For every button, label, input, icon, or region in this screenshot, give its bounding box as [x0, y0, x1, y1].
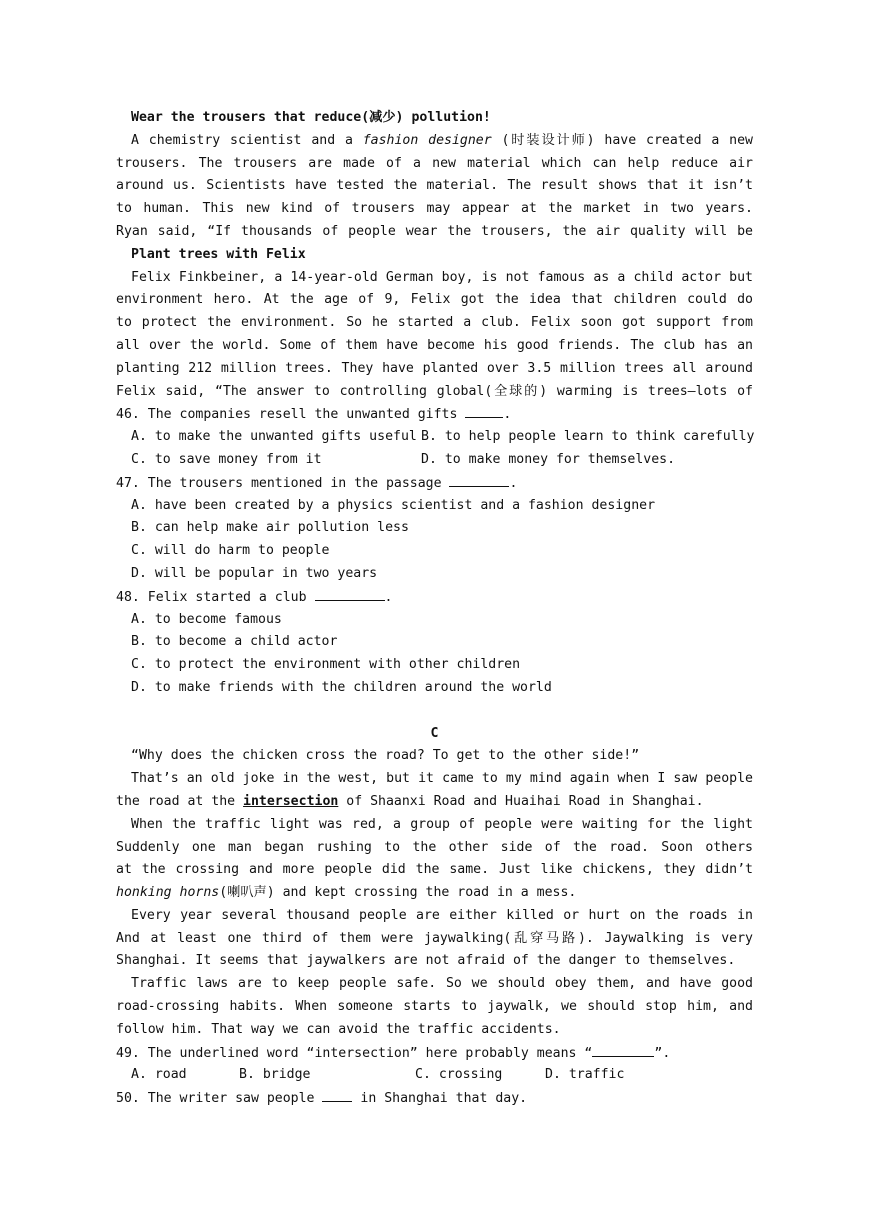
- paragraph-line: Felix Finkbeiner, a 14-year-old German boy, is not famous as a child actor but: [131, 269, 753, 285]
- answer-blank[interactable]: [592, 1042, 654, 1057]
- answer-blank[interactable]: [465, 403, 503, 418]
- option-d[interactable]: D. to make friends with the children around the world: [131, 679, 552, 695]
- paragraph-line: And at least one third of them were jaywalking(乱穿马路). Jaywalking is very: [116, 930, 753, 946]
- paragraph-line: A chemistry scientist and a fashion designer (时装设计师) have created a new: [131, 132, 753, 148]
- paragraph-line: honking horns(喇叭声) and kept crossing the road in a mess.: [116, 885, 577, 901]
- paragraph-line: trousers. The trousers are made of a new material which can help reduce air: [116, 155, 753, 171]
- paragraph-line: road-crossing habits. When someone starts to jaywalk, we should stop him, and: [116, 999, 753, 1015]
- option-d[interactable]: D. traffic: [545, 1067, 625, 1083]
- paragraph-line: “Why does the chicken cross the road? To get to the other side!”: [131, 748, 640, 764]
- paragraph-line: planting 212 million trees. They have planted over 3.5 million trees all around: [116, 360, 753, 376]
- answer-blank[interactable]: [322, 1087, 352, 1102]
- underlined-word: intersection: [243, 793, 339, 809]
- option-c[interactable]: C. crossing: [415, 1067, 503, 1083]
- paragraph-line: the road at the intersection of Shaanxi Road and Huaihai Road in Shanghai.: [116, 793, 704, 809]
- paragraph-line: Traffic laws are to keep people safe. So we should obey them, and have good: [131, 976, 753, 992]
- paragraph-line: That’s an old joke in the west, but it came to my mind again when I saw people: [131, 771, 753, 787]
- question-50: 50. The writer saw people in Shanghai that day.: [116, 1087, 753, 1110]
- paragraph-line: to human. This new kind of trousers may appear at the market in two years.: [116, 201, 753, 217]
- exam-page: [116, 107, 753, 1110]
- option-b[interactable]: B. to help people learn to think carefully: [421, 429, 755, 445]
- paragraph-line: all over the world. Some of them have become his good friends. The club has an: [116, 337, 753, 353]
- answer-blank[interactable]: [315, 586, 385, 601]
- option-d[interactable]: D. to make money for themselves.: [421, 451, 676, 467]
- paragraph-line: environment hero. At the age of 9, Felix got the idea that children could do: [116, 292, 753, 308]
- section-title-trousers: Wear the trousers that reduce(减少) pollution!: [131, 110, 491, 125]
- paragraph-line: Ryan said, “If thousands of people wear the trousers, the air quality will be: [116, 223, 753, 239]
- option-b[interactable]: B. bridge: [239, 1067, 311, 1083]
- paragraph-line: Every year several thousand people are either killed or hurt on the roads in: [131, 907, 753, 923]
- option-a[interactable]: A. road: [131, 1067, 187, 1083]
- paragraph-line: to protect the environment. So he started a club. Felix soon got support from: [116, 315, 753, 331]
- paragraph-line: Suddenly one man began rushing to the other side of the road. Soon others: [116, 839, 753, 855]
- paragraph-line: When the traffic light was red, a group of people were waiting for the light: [131, 816, 753, 832]
- option-a[interactable]: A. have been created by a physics scientist and a fashion designer: [131, 497, 656, 513]
- options-row: [116, 449, 753, 472]
- options-row: [116, 426, 753, 449]
- paragraph-line: follow him. That way we can avoid the traffic accidents.: [116, 1021, 561, 1037]
- question-47: 47. The trousers mentioned in the passage .: [116, 472, 753, 495]
- option-d[interactable]: D. will be popular in two years: [131, 565, 378, 581]
- options-row: [116, 1064, 753, 1087]
- section-title-felix: Plant trees with Felix: [131, 246, 306, 262]
- spacer: [116, 700, 753, 723]
- option-b[interactable]: B. can help make air pollution less: [131, 520, 409, 536]
- question-48: 48. Felix started a club .: [116, 586, 753, 609]
- paragraph-line: Shanghai. It seems that jaywalkers are not afraid of the danger to themselves.: [116, 953, 736, 969]
- question-46: 46. The companies resell the unwanted gifts .: [116, 403, 753, 426]
- question-49: 49. The underlined word “intersection” here probably means “ ”.: [116, 1042, 753, 1065]
- section-heading-c: C: [430, 725, 439, 741]
- answer-blank[interactable]: [449, 472, 509, 487]
- paragraph-line: around us. Scientists have tested the material. The result shows that it isn’t: [116, 178, 753, 194]
- option-c[interactable]: C. to save money from it: [131, 451, 322, 467]
- option-a[interactable]: A. to become famous: [131, 611, 282, 627]
- option-c[interactable]: C. to protect the environment with other children: [131, 657, 521, 673]
- option-b[interactable]: B. to become a child actor: [131, 634, 338, 650]
- paragraph-line: Felix said, “The answer to controlling global(全球的) warming is trees—lots of: [116, 383, 753, 399]
- option-a[interactable]: A. to make the unwanted gifts useful: [131, 429, 417, 445]
- paragraph-line: at the crossing and more people did the same. Just like chickens, they didn’t: [116, 862, 753, 878]
- option-c[interactable]: C. will do harm to people: [131, 543, 330, 559]
